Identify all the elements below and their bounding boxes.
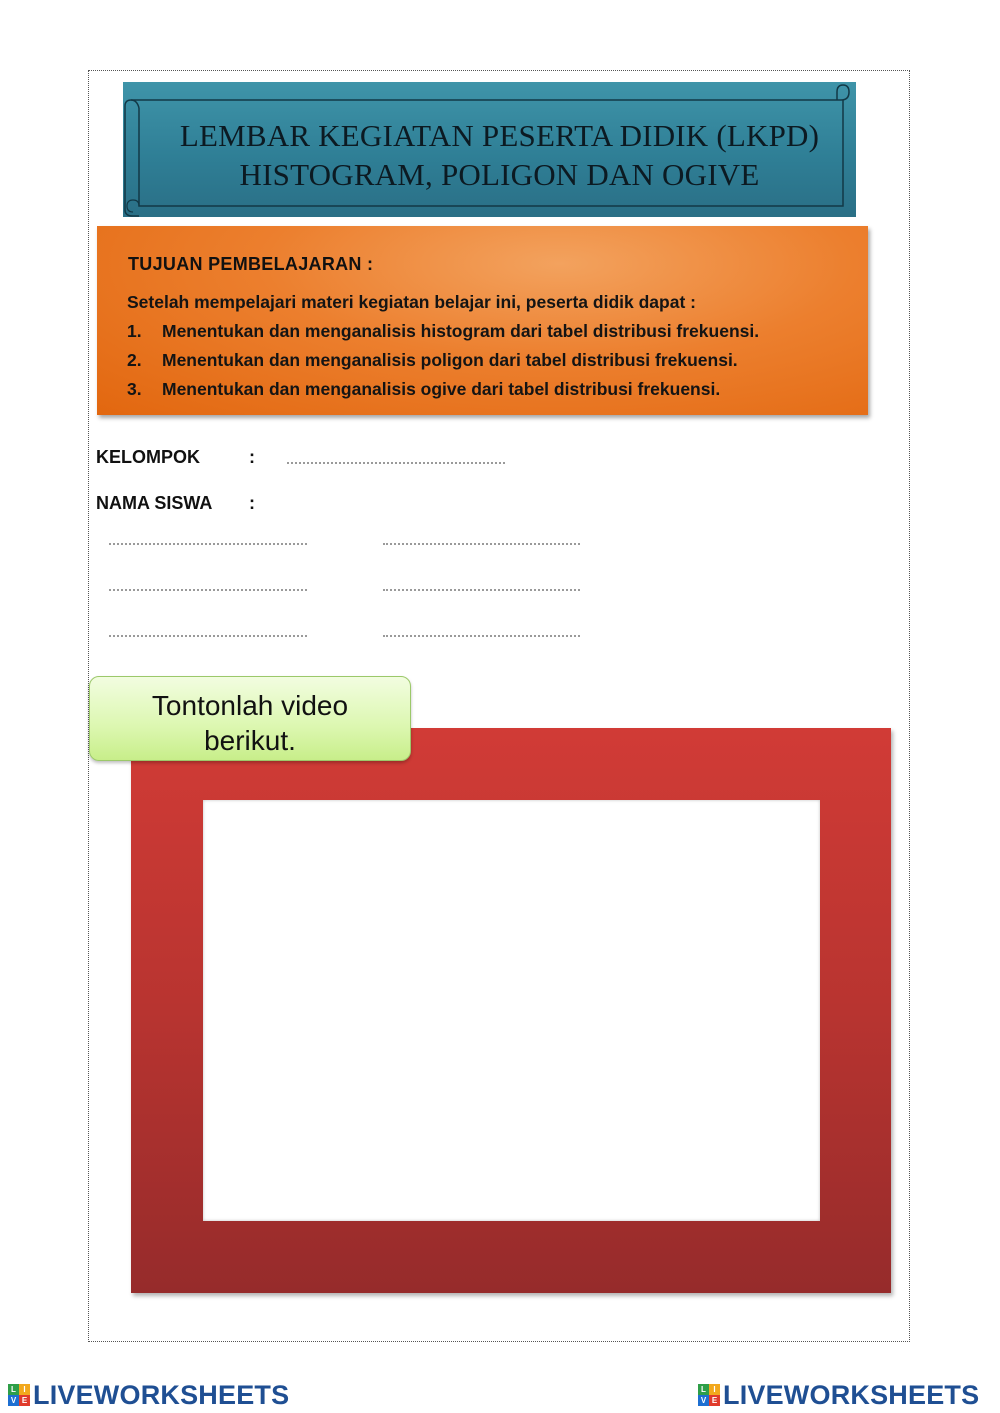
objective-item xyxy=(127,321,759,342)
objectives-box xyxy=(97,226,868,415)
student-name-field-1[interactable] xyxy=(109,543,307,545)
logo-mark-letter: L xyxy=(698,1384,709,1395)
logo-mark-letter: E xyxy=(19,1395,30,1406)
video-instruction-callout xyxy=(89,676,411,761)
liveworksheets-mark-icon xyxy=(698,1384,720,1406)
student-name-field-2[interactable] xyxy=(383,543,580,545)
banner-title-line1: LEMBAR KEGIATAN PESERTA DIDIK (LKPD) xyxy=(179,118,820,153)
student-name-field-3[interactable] xyxy=(109,589,307,591)
objective-text: Menentukan dan menganalisis ogive dari tabel distribusi frekuensi. xyxy=(162,379,721,399)
video-player[interactable] xyxy=(203,800,820,1221)
liveworksheets-logo-left xyxy=(8,1380,289,1410)
group-name-field[interactable] xyxy=(287,462,505,464)
student-name-field-5[interactable] xyxy=(109,635,307,637)
names-label: NAMA SISWA xyxy=(96,493,213,513)
objective-item xyxy=(127,350,738,371)
logo-text: LIVEWORKSHEETS xyxy=(33,1379,290,1410)
title-banner xyxy=(123,82,856,217)
objective-number: 3. xyxy=(127,379,142,399)
logo-mark-letter: I xyxy=(19,1384,30,1395)
callout-line1: Tontonlah video xyxy=(151,690,349,721)
logo-mark-letter: L xyxy=(8,1384,19,1395)
student-name-field-6[interactable] xyxy=(383,635,580,637)
callout-line2: berikut. xyxy=(204,725,296,756)
objectives-intro: Setelah mempelajari materi kegiatan belajar ini, peserta didik dapat : xyxy=(127,292,696,312)
logo-text: LIVEWORKSHEETS xyxy=(723,1379,980,1410)
logo-mark-letter: V xyxy=(8,1395,19,1406)
group-label: KELOMPOK xyxy=(96,447,201,467)
objective-number: 2. xyxy=(127,350,142,370)
names-colon: : xyxy=(249,493,255,513)
banner-title-line2: HISTOGRAM, POLIGON DAN OGIVE xyxy=(239,157,760,192)
callout-text xyxy=(90,688,410,758)
objective-text: Menentukan dan menganalisis poligon dari tabel distribusi frekuensi. xyxy=(162,350,738,370)
liveworksheets-logo-right xyxy=(698,1380,979,1410)
video-frame xyxy=(131,728,891,1293)
logo-mark-letter: V xyxy=(698,1395,709,1406)
liveworksheets-mark-icon xyxy=(8,1384,30,1406)
objective-item xyxy=(127,379,720,400)
logo-mark-letter: E xyxy=(709,1395,720,1406)
objective-number: 1. xyxy=(127,321,142,341)
group-colon: : xyxy=(249,447,255,467)
objectives-heading: TUJUAN PEMBELAJARAN : xyxy=(128,254,374,274)
objective-text: Menentukan dan menganalisis histogram dari tabel distribusi frekuensi. xyxy=(162,321,760,341)
logo-mark-letter: I xyxy=(709,1384,720,1395)
student-name-field-4[interactable] xyxy=(383,589,580,591)
